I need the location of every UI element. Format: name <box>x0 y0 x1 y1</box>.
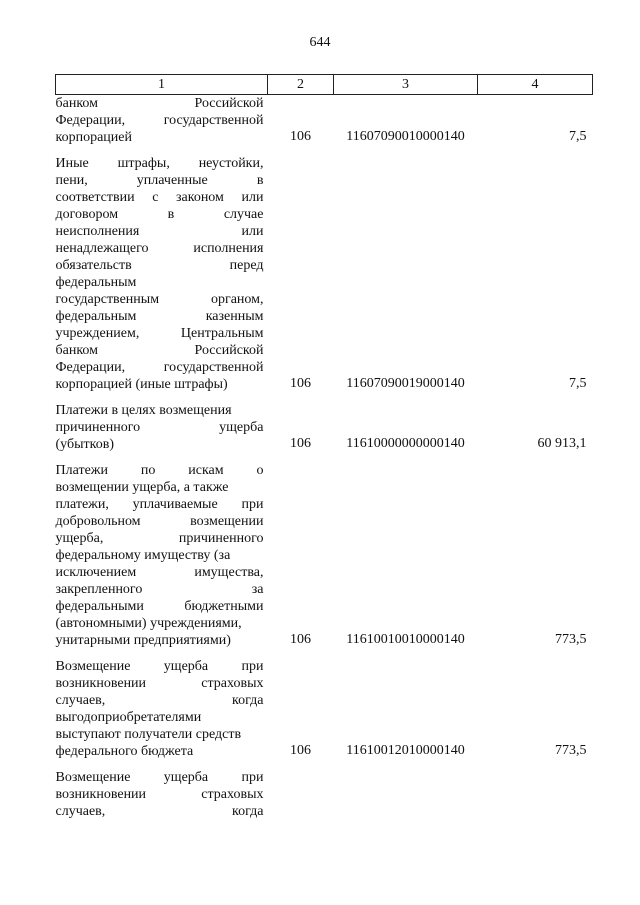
spacer-cell <box>334 453 478 462</box>
description-word: случаев, <box>55 804 106 819</box>
spacer-cell <box>334 760 478 769</box>
table-row <box>56 402 593 453</box>
description-word: Центральным <box>180 326 264 341</box>
description-word: Иные <box>55 156 89 171</box>
description-line: выступают получатели средств <box>55 727 242 742</box>
spacer-cell <box>268 146 334 155</box>
description-line <box>56 112 264 129</box>
description-word: Российской <box>194 96 264 111</box>
row-description <box>56 95 268 147</box>
description-word: исполнения <box>193 241 264 256</box>
description-word: причиненного <box>55 420 141 435</box>
description-word: платежи, <box>55 497 109 512</box>
description-line <box>56 308 264 325</box>
description-word: соответствии <box>55 190 135 205</box>
amount: 7,5 <box>569 376 587 391</box>
description-word: штрафы, <box>117 156 170 171</box>
description-line <box>56 359 264 376</box>
description-word: неустойки, <box>198 156 264 171</box>
row-spacer <box>56 760 593 769</box>
admin-code: 106 <box>290 376 311 391</box>
description-word: страховых <box>201 787 264 802</box>
description-word: закрепленного <box>55 582 143 597</box>
description-word: ненадлежащего <box>55 241 149 256</box>
description-line <box>56 692 264 709</box>
description-line <box>56 513 264 530</box>
description-word: договором <box>55 207 119 222</box>
table-row <box>56 462 593 649</box>
admin-code <box>268 769 334 820</box>
admin-code: 106 <box>290 436 311 451</box>
description-word: возникновении <box>55 676 147 691</box>
description-word: Возмещение <box>55 770 131 785</box>
admin-code: 106 <box>290 129 311 144</box>
description-line: корпорацией (иные штрафы) <box>55 377 228 392</box>
description-word: при <box>241 659 264 674</box>
description-line: федеральному имуществу (за <box>55 548 231 563</box>
description-word: или <box>241 190 264 205</box>
description-word: Платежи <box>55 463 108 478</box>
description-word: казенным <box>205 309 264 324</box>
amount <box>478 769 593 820</box>
description-line: федеральным <box>55 275 137 290</box>
description-line <box>56 206 264 223</box>
spacer-cell <box>56 146 268 155</box>
row-spacer <box>56 453 593 462</box>
description-word: при <box>241 497 264 512</box>
description-line <box>56 496 264 513</box>
description-word: пени, <box>55 173 88 188</box>
description-line: (автономными) учреждениями, <box>55 616 242 631</box>
header-col-1: 1 <box>56 75 268 95</box>
description-line <box>56 598 264 615</box>
description-word: причиненного <box>178 531 264 546</box>
description-word: перед <box>229 258 264 273</box>
description-word: уплаченные <box>136 173 208 188</box>
description-line <box>56 172 264 189</box>
table-row <box>56 95 593 147</box>
amount: 7,5 <box>569 129 587 144</box>
admin-code: 106 <box>290 632 311 647</box>
spacer-cell <box>478 146 593 155</box>
description-word: государственной <box>163 113 264 128</box>
description-word: добровольном <box>55 514 141 529</box>
description-word: обязательств <box>55 258 132 273</box>
spacer-cell <box>478 453 593 462</box>
description-word: ущерба <box>163 770 209 785</box>
header-col-2: 2 <box>268 75 334 95</box>
description-word: за <box>251 582 264 597</box>
description-line <box>56 530 264 547</box>
row-description <box>56 402 268 453</box>
spacer-cell <box>334 146 478 155</box>
row-description <box>56 155 268 393</box>
description-word: случаев, <box>55 693 106 708</box>
description-line: федерального бюджета <box>55 744 194 759</box>
spacer-cell <box>334 393 478 402</box>
budget-classification-code <box>334 769 478 820</box>
description-line <box>56 342 264 359</box>
description-line <box>56 581 264 598</box>
budget-classification-code: 11610000000000140 <box>346 436 465 451</box>
description-line <box>56 189 264 206</box>
description-line <box>56 786 264 803</box>
description-word: ущерба, <box>55 531 104 546</box>
spacer-cell <box>56 760 268 769</box>
row-description <box>56 769 268 820</box>
table-row <box>56 658 593 760</box>
description-line <box>56 95 264 112</box>
spacer-cell <box>478 649 593 658</box>
description-word: федеральными <box>55 599 144 614</box>
description-line <box>56 769 264 786</box>
description-line: корпорацией <box>55 130 132 145</box>
description-line <box>56 419 264 436</box>
description-word: при <box>241 770 264 785</box>
description-line: возмещении ущерба, а также <box>55 480 229 495</box>
description-line <box>56 462 264 479</box>
description-line <box>56 564 264 581</box>
description-word: по <box>140 463 156 478</box>
description-line <box>56 223 264 240</box>
description-word: страховых <box>201 676 264 691</box>
description-line <box>56 257 264 274</box>
table-body <box>56 95 593 821</box>
amount: 60 913,1 <box>537 436 587 451</box>
description-line: Платежи в целях возмещения <box>55 403 232 418</box>
description-word: в <box>256 173 264 188</box>
spacer-cell <box>56 453 268 462</box>
table-row <box>56 769 593 820</box>
description-word: ущерба <box>219 420 264 435</box>
budget-classification-code: 11607090010000140 <box>346 129 465 144</box>
budget-classification-code: 11607090019000140 <box>346 376 465 391</box>
description-word: органом, <box>210 292 264 307</box>
admin-code: 106 <box>290 743 311 758</box>
budget-table <box>55 74 593 820</box>
description-line: унитарными предприятиями) <box>55 633 231 648</box>
row-spacer <box>56 393 593 402</box>
spacer-cell <box>478 393 593 402</box>
description-word: банком <box>55 96 99 111</box>
description-word: неисполнения <box>55 224 140 239</box>
description-word: искам <box>188 463 224 478</box>
description-word: когда <box>232 693 264 708</box>
spacer-cell <box>268 649 334 658</box>
description-line <box>56 240 264 257</box>
amount: 773,5 <box>555 743 587 758</box>
description-line <box>56 325 264 342</box>
description-word: законом <box>175 190 224 205</box>
description-line <box>56 803 264 820</box>
header-col-4: 4 <box>478 75 593 95</box>
spacer-cell <box>56 649 268 658</box>
budget-classification-code: 11610010010000140 <box>346 632 465 647</box>
amount: 773,5 <box>555 632 587 647</box>
description-word: Российской <box>194 343 264 358</box>
spacer-cell <box>478 760 593 769</box>
description-word: в <box>167 207 175 222</box>
spacer-cell <box>334 649 478 658</box>
description-word: с <box>152 190 159 205</box>
description-word: исключением <box>55 565 137 580</box>
spacer-cell <box>268 760 334 769</box>
spacer-cell <box>268 453 334 462</box>
description-word: учреждением, <box>55 326 140 341</box>
description-word: Возмещение <box>55 659 131 674</box>
row-spacer <box>56 146 593 155</box>
table-row <box>56 155 593 393</box>
description-word: Федерации, <box>55 360 126 375</box>
description-line <box>56 658 264 675</box>
description-word: имущества, <box>194 565 264 580</box>
row-spacer <box>56 649 593 658</box>
description-word: о <box>256 463 264 478</box>
description-line <box>56 675 264 692</box>
spacer-cell <box>268 393 334 402</box>
description-line <box>56 155 264 172</box>
header-col-3: 3 <box>334 75 478 95</box>
description-word: государственной <box>163 360 264 375</box>
description-word: когда <box>232 804 264 819</box>
description-word: ущерба <box>163 659 209 674</box>
description-line: (убытков) <box>55 437 114 452</box>
description-word: бюджетными <box>184 599 264 614</box>
page-number: 644 <box>309 35 331 50</box>
description-word: государственным <box>55 292 160 307</box>
description-word: или <box>241 224 264 239</box>
description-word: уплачиваемые <box>132 497 218 512</box>
description-word: федеральным <box>55 309 137 324</box>
row-description <box>56 658 268 760</box>
description-word: Федерации, <box>55 113 126 128</box>
row-description <box>56 462 268 649</box>
header-row <box>56 75 593 95</box>
description-word: возникновении <box>55 787 147 802</box>
description-word: возмещении <box>190 514 264 529</box>
description-word: банком <box>55 343 99 358</box>
budget-classification-code: 11610012010000140 <box>346 743 465 758</box>
description-line <box>56 291 264 308</box>
spacer-cell <box>56 393 268 402</box>
description-word: случае <box>223 207 264 222</box>
description-line: выгодоприобретателями <box>55 710 202 725</box>
